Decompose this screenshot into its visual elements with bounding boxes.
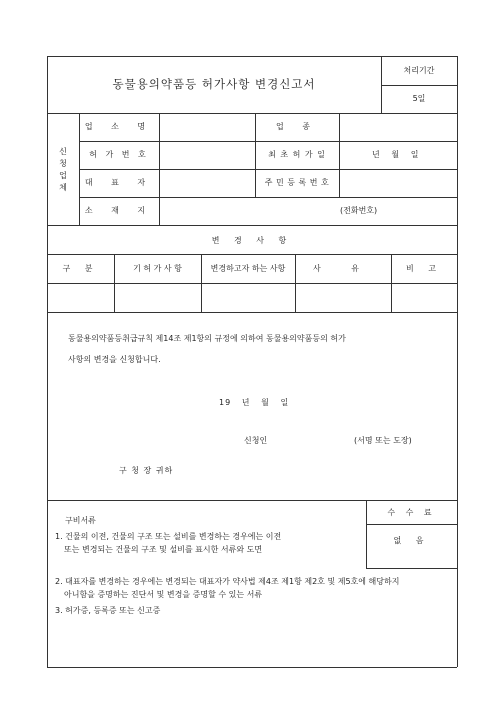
document-item-1-line-2: 또는 변경되는 건물의 구조 및 설비를 표시한 서류와 도면 (64, 545, 263, 554)
document-item-1-line-1: 1. 건물의 이전, 건물의 구조 또는 설비를 변경하는 경우에는 이전 (55, 532, 282, 541)
change-existing-field[interactable] (115, 284, 201, 311)
declaration-date: 19 년 월 일 (219, 398, 290, 407)
permit-number-label: 허 가 번 호 (89, 150, 149, 159)
business-name-field[interactable] (160, 114, 254, 140)
processing-period-label: 처리기간 (403, 66, 435, 75)
representative-field[interactable] (160, 170, 254, 196)
frame-bottom (47, 667, 457, 668)
document-item-2-line-1: 2. 대표자를 변경하는 경우에는 변경되는 대표자가 약사법 제4조 제1항 제2호 및 제5호에 해당하지 (55, 577, 400, 586)
frame-top (47, 56, 457, 57)
declaration-line-1: 동물용의약품등취급규칙 제14조 제1항의 규정에 의하여 동물용의약품등의 허가 (68, 334, 346, 343)
header-remarks: 비 고 (406, 264, 442, 273)
change-reason-field[interactable] (296, 284, 391, 311)
change-requested-field[interactable] (202, 284, 295, 311)
processing-period-value: 5일 (412, 94, 426, 103)
location-label: 소 재 지 (84, 206, 154, 215)
permit-number-field[interactable] (160, 142, 254, 168)
location-field[interactable] (160, 198, 456, 224)
resident-number-label: 주 민 등 록 번 호 (264, 178, 330, 187)
frame-right (457, 56, 458, 667)
fee-label: 수 수 료 (387, 508, 436, 517)
first-permit-date-label: 최 초 허 가 일 (268, 150, 326, 159)
representative-label: 대 표 자 (84, 178, 154, 187)
first-permit-date-field[interactable]: 년 월 일 (372, 150, 420, 159)
applicant-side-label: 신 청 업 체 (59, 147, 67, 192)
applicant-name-label: 신청인 (244, 436, 268, 445)
documents-heading: 구비서류 (65, 516, 96, 525)
changes-section-title: 변 경 사 항 (211, 236, 293, 245)
change-remarks-field[interactable] (392, 284, 456, 311)
header-reason: 사 유 (313, 264, 373, 273)
resident-number-field[interactable] (340, 170, 456, 196)
phone-label: (전화번호) (340, 206, 378, 215)
document-item-2-line-2: 아니함을 증명하는 진단서 및 변경을 증명할 수 있는 서류 (64, 590, 263, 599)
applicant-signature-field[interactable] (272, 432, 350, 448)
addressee: 구 청 장 귀하 (119, 466, 174, 475)
business-name-label: 업 소 명 (84, 122, 154, 131)
frame-left (47, 56, 48, 667)
business-type-field[interactable] (340, 114, 456, 140)
header-requested-change: 변경하고자 하는 사항 (210, 264, 286, 273)
sign-or-seal-label: (서명 또는 도장) (354, 436, 412, 445)
change-category-field[interactable] (48, 284, 114, 311)
header-existing-permit: 기 허 가 사 항 (133, 264, 182, 273)
document-item-3: 3. 허가증, 등록증 또는 신고증 (55, 606, 161, 615)
business-type-label: 업 종 (276, 122, 318, 131)
declaration-line-2: 사항의 변경을 신청합니다. (68, 355, 161, 364)
form-title: 동물용의약품등 허가사항 변경신고서 (112, 77, 316, 91)
header-category: 구 분 (62, 264, 99, 273)
fee-value: 없 음 (393, 536, 430, 545)
